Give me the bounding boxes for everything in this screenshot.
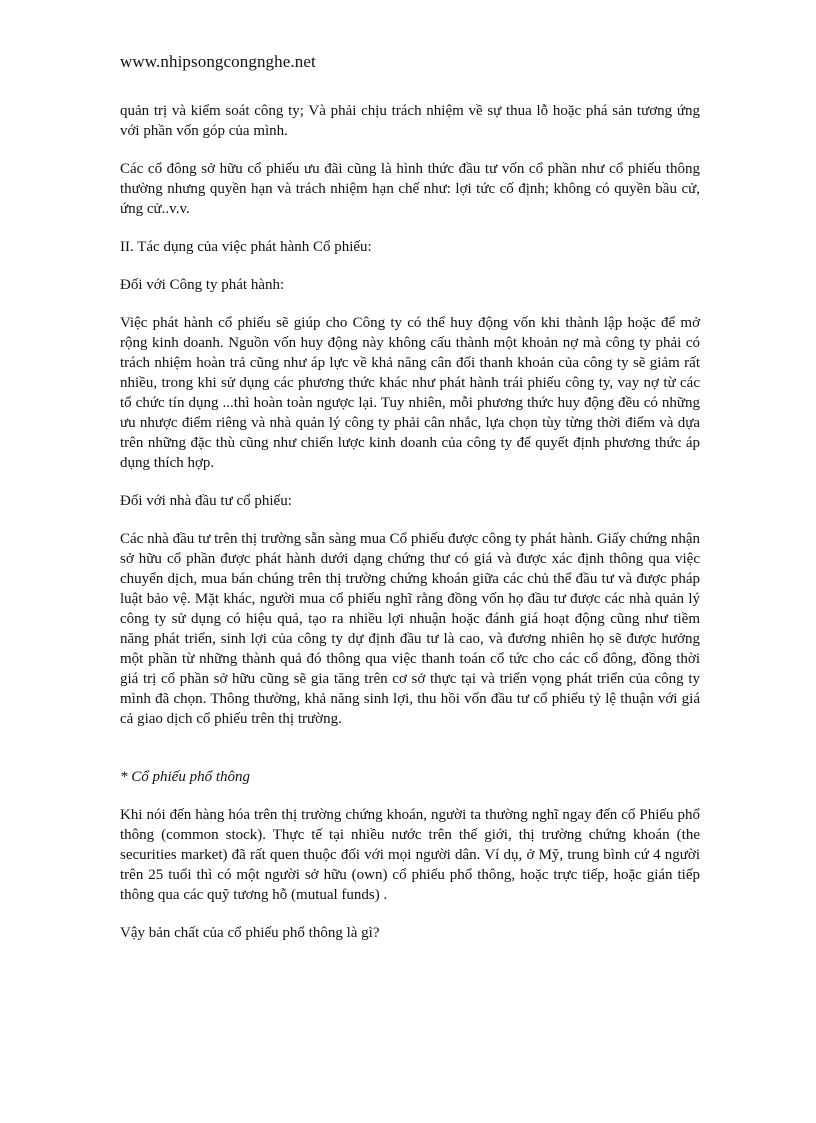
paragraph-issuing-company: Việc phát hành cổ phiếu sẽ giúp cho Công ty có thể huy động vốn khi thành lập hoặc để mở rộng kinh doanh. Nguồn vốn huy động này không cấu thành một khoản nợ mà công ty phải có trách nhiệm hoàn trả cũng như áp lực về khả năng cân đối thanh khoản của công ty sẽ giảm rất nhiều, trong khi sử dụng các phương thức khác như phát hành trái phiếu công ty, vay nợ từ các tổ chức tín dụng ...thì hoàn toàn ngược lại. Tuy nhiên, mỗi phương thức huy động đều có những ưu nhược điểm riêng và nhà quản lý công ty phải cân nhắc, lựa chọn tùy từng thời điểm và dựa trên những đặc thù cũng như chiến lược kinh doanh của công ty để quyết định phương thức áp dụng thích hợp. xyxy=(120,315,700,471)
section-heading-effects: II. Tác dụng của việc phát hành Cổ phiếu: xyxy=(120,239,372,255)
paragraph-question: Vậy bản chất của cổ phiếu phổ thông là gì? xyxy=(120,925,380,941)
paragraph-shareholder-control: quản trị và kiểm soát công ty; Và phải chịu trách nhiệm về sự thua lỗ hoặc phá sản tương ứng với phần vốn góp của mình. xyxy=(120,103,700,139)
site-url-header: www.nhipsongcongnghe.net xyxy=(120,52,316,71)
subheading-common-stock: * Cổ phiếu phổ thông xyxy=(120,769,250,785)
paragraph-preferred-stock: Các cổ đông sở hữu cổ phiếu ưu đãi cũng là hình thức đầu tư vốn cổ phần như cổ phiếu thông thường nhưng quyền hạn và trách nhiệm hạn chế như: lợi tức cố định; không có quyền bầu cử, ứng cử..v.v. xyxy=(120,161,700,217)
paragraph-investors: Các nhà đầu tư trên thị trường sẵn sàng mua Cổ phiếu được công ty phát hành. Giấy chứng nhận sở hữu cổ phần được phát hành dưới dạng chứng thư có giá và được xác định thông qua việc chuyển dịch, mua bán chúng trên thị trường chứng khoán giữa các chủ thể đầu tư và được pháp luật bảo vệ. Mặt khác, người mua cổ phiếu nghĩ rằng đồng vốn họ đầu tư được các nhà quản lý công ty sử dụng có hiệu quả, tạo ra nhiều lợi nhuận hoặc đánh giá hoạt động cũng như tiềm năng phát triển, sinh lợi của công ty dự định đầu tư là cao, và đương nhiên họ sẽ được hưởng một phần từ những thành quả đó thông qua việc thanh toán cổ tức cho các cổ đông, đồng thời giá trị cổ phần sở hữu cũng sẽ gia tăng trên cơ sở thực tại và triển vọng phát triển của công ty mình đã chọn. Thông thường, khả năng sinh lợi, thu hồi vốn đầu tư cổ phiếu tỷ lệ thuận với giá cả giao dịch cổ phiếu trên thị trường. xyxy=(120,531,700,727)
subheading-investors: Đối với nhà đầu tư cổ phiếu: xyxy=(120,493,292,509)
subheading-issuing-company: Đối với Công ty phát hành: xyxy=(120,277,285,293)
paragraph-common-stock: Khi nói đến hàng hóa trên thị trường chứng khoán, người ta thường nghĩ ngay đến cổ Phiếu phổ thông (common stock). Thực tế tại nhiều nước trên thế giới, thị trường chứng khoán (the securities market) đã rất quen thuộc đối với mọi người dân. Ví dụ, ở Mỹ, trung bình cứ 4 người trên 25 tuổi thì có một người sở hữu (own) cổ phiếu phổ thông, hoặc trực tiếp, hoặc gián tiếp thông qua các quỹ tương hỗ (mutual funds) . xyxy=(120,807,700,903)
document-body xyxy=(120,101,700,961)
